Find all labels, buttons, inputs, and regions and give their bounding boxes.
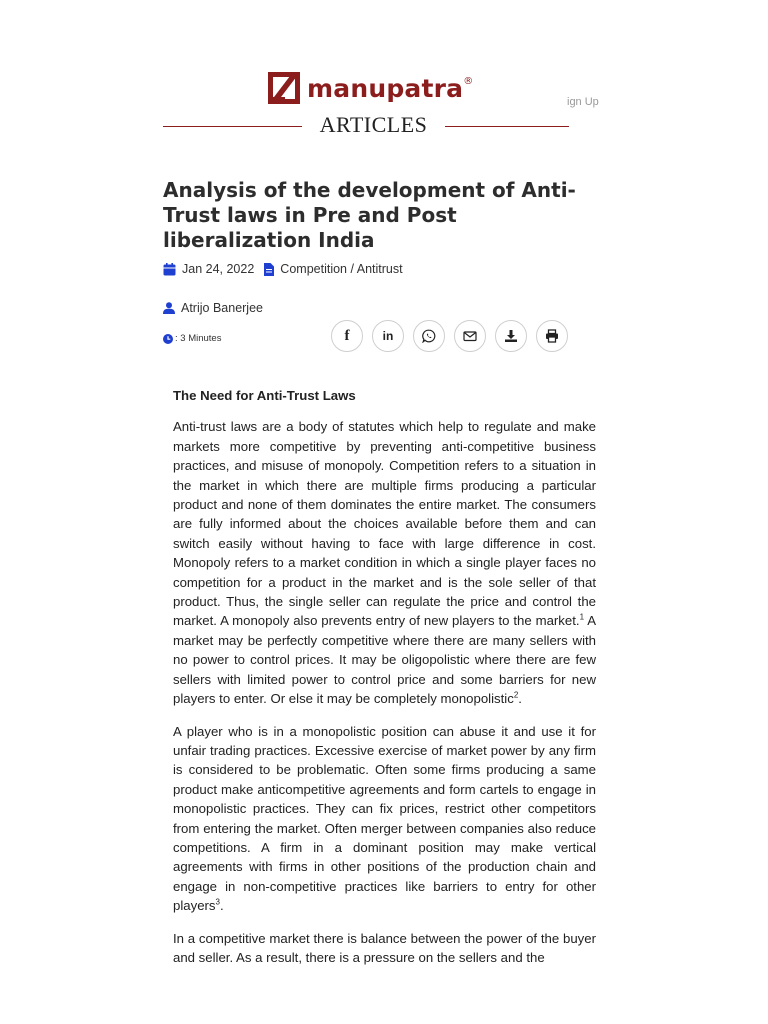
article-category[interactable] bbox=[264, 262, 402, 276]
read-time bbox=[163, 333, 221, 344]
manupatra-logo-icon bbox=[266, 70, 302, 106]
whatsapp-icon bbox=[422, 329, 436, 343]
divider-left bbox=[163, 126, 302, 127]
footnote-ref[interactable]: 3 bbox=[215, 897, 220, 907]
paragraph: In a competitive market there is balance between the power of the buyer and seller. As a result, there is a pressure on the sellers and the bbox=[173, 930, 596, 965]
envelope-icon bbox=[463, 329, 477, 343]
divider-right bbox=[445, 126, 569, 127]
print-button[interactable] bbox=[536, 320, 568, 352]
download-button[interactable] bbox=[495, 320, 527, 352]
share-facebook-button[interactable] bbox=[331, 320, 363, 352]
paragraph: A player who is in a monopolistic position can abuse it and use it for unfair trading practices. Excessive exercise of market power by any firm is considered to be problematic. Often some firms producing a same product make anticompetitive agreements and form cartels to engage in monopolistic practices. They can fix prices, restrict other competitors from entering the market. Often merger between companies also reduce competitions. A firm in a dominant position may make vertical agreements with firms in other positions of the production chain and engage in non-competitive practices like barriers to entry for other players$^3$. bbox=[173, 723, 596, 914]
author-name: Atrijo Banerjee bbox=[181, 301, 263, 315]
download-icon bbox=[504, 329, 518, 343]
linkedin-icon: in bbox=[382, 329, 394, 343]
share-email-button[interactable] bbox=[454, 320, 486, 352]
footnote-ref[interactable]: 2 bbox=[513, 690, 519, 700]
article-meta bbox=[163, 262, 403, 276]
manupatra-logo[interactable] bbox=[266, 70, 473, 106]
article-date: Jan 24, 2022 bbox=[182, 262, 255, 276]
article-author[interactable] bbox=[163, 301, 263, 315]
share-linkedin-button[interactable] bbox=[372, 320, 404, 352]
document-icon bbox=[264, 263, 274, 276]
sign-up-link[interactable]: ign Up bbox=[567, 96, 599, 108]
read-time-label: : 3 Minutes bbox=[175, 333, 222, 344]
article-body bbox=[173, 386, 596, 980]
facebook-icon: f bbox=[344, 327, 350, 344]
site-header bbox=[0, 0, 768, 150]
category-label: Competition / Antitrust bbox=[280, 262, 403, 276]
share-bar bbox=[331, 320, 577, 352]
paragraph: Anti-trust laws are a body of statutes which help to regulate and make markets more competitive by preventing anti-competitive business practices, and misuse of monopoly. Competition refers to a situation in the market in which there are multiple firms producing a particular product and none of them dominates the entire market. The consumers are fully informed about the choices available before them and can switch easily without having to face with large difference in cost. Monopoly refers to a market condition in which a single player faces no competition for a product in the market and is the sole seller of that product. Thus, the single seller can regulate the price and control the market. A monopoly also prevents entry of new players to the market.$^1$ A market may be perfectly competitive where there are many sellers with no power to control prices. It may be oligopolistic where there are few sellers with limited power to control price and some barriers for new players to enter. Or else it may be completely monopolistic$^2$. bbox=[173, 419, 596, 707]
user-icon bbox=[163, 302, 175, 314]
section-heading: The Need for Anti-Trust Laws bbox=[173, 388, 356, 403]
brand-name: manupatra® bbox=[307, 73, 474, 103]
footnote-ref[interactable]: 1 bbox=[579, 613, 585, 623]
article-title: Analysis of the development of Anti-Trust laws in Pre and Post liberalization India bbox=[163, 178, 576, 252]
calendar-icon bbox=[163, 263, 176, 276]
clock-icon bbox=[163, 334, 173, 344]
share-whatsapp-button[interactable] bbox=[413, 320, 445, 352]
section-title: ARTICLES bbox=[319, 112, 428, 137]
printer-icon bbox=[545, 329, 559, 343]
